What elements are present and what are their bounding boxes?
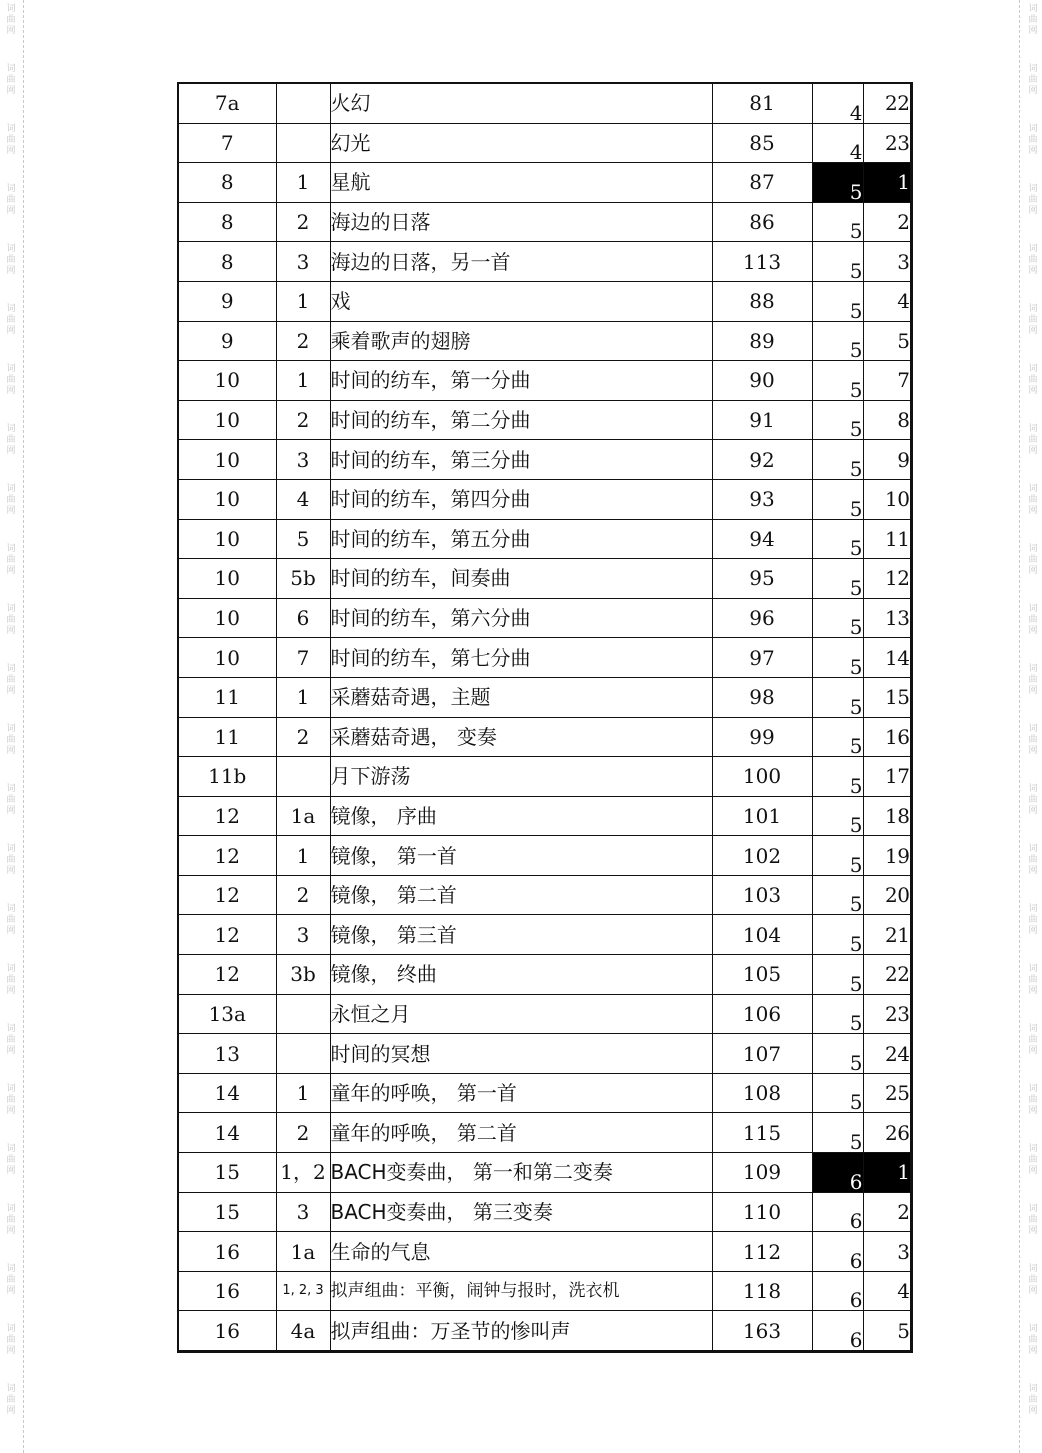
piece-number-cell: 10 [178,519,276,559]
volume-cell: 6 [812,1192,863,1232]
title-cell: 时间的冥想 [330,1034,712,1074]
volume-cell: 5 [812,242,863,282]
title-cell: 镜像， 序曲 [330,796,712,836]
watermark-text: 词 曲 网 [1028,904,1038,936]
watermark-text: 词 曲 网 [1028,604,1038,636]
volume-cell: 4 [812,83,863,123]
watermark-text: 词 曲 网 [6,1084,16,1116]
watermark-text: 词 曲 网 [6,724,16,756]
volume-cell: 5 [812,955,863,995]
sub-number-cell: 5 [276,519,330,559]
title-cell: 镜像， 第一首 [330,836,712,876]
title-cell: 镜像， 第三首 [330,915,712,955]
page-number-cell: 9 [863,440,911,480]
table-row [178,1232,911,1272]
watermark-text: 词 曲 网 [1028,4,1038,36]
sub-number-cell: 3 [276,242,330,282]
page-number-cell: 4 [863,1271,911,1311]
reference-number-cell: 104 [712,915,812,955]
title-cell: 时间的纺车，间奏曲 [330,559,712,599]
piece-number-cell: 10 [178,400,276,440]
piece-number-cell: 16 [178,1311,276,1352]
sub-number-cell: 1，2 [276,1153,330,1193]
watermark-text: 词 曲 网 [6,1024,16,1056]
piece-number-cell: 14 [178,1073,276,1113]
sub-number-cell: 2 [276,875,330,915]
reference-number-cell: 163 [712,1311,812,1352]
reference-number-cell: 93 [712,479,812,519]
title-cell: 时间的纺车，第二分曲 [330,400,712,440]
reference-number-cell: 87 [712,163,812,203]
table-row [178,202,911,242]
watermark-text: 词 曲 网 [6,184,16,216]
table-row [178,321,911,361]
page-number-cell: 11 [863,519,911,559]
sub-number-cell [276,1034,330,1074]
table-row [178,915,911,955]
catalog-table [177,82,913,1353]
piece-number-cell: 12 [178,915,276,955]
table-row [178,677,911,717]
watermark-text: 词 曲 网 [6,244,16,276]
sub-number-cell: 2 [276,202,330,242]
sub-number-cell [276,83,330,123]
page-number-cell: 5 [863,1311,911,1352]
reference-number-cell: 107 [712,1034,812,1074]
page-number-cell: 3 [863,242,911,282]
table-row [178,83,911,123]
reference-number-cell: 92 [712,440,812,480]
watermark-text: 词 曲 网 [1028,1084,1038,1116]
title-cell: 拟声组曲：平衡，闹钟与报时，洗衣机 [330,1271,712,1311]
reference-number-cell: 108 [712,1073,812,1113]
volume-cell: 5 [812,559,863,599]
table-row [178,1113,911,1153]
watermark-text: 词 曲 网 [6,1144,16,1176]
piece-number-cell: 10 [178,440,276,480]
reference-number-cell: 115 [712,1113,812,1153]
piece-number-cell: 12 [178,875,276,915]
piece-number-cell: 9 [178,321,276,361]
piece-number-cell: 10 [178,598,276,638]
watermark-text: 词 曲 网 [6,1264,16,1296]
sub-number-cell: 1 [276,281,330,321]
page-number-cell: 4 [863,281,911,321]
sub-number-cell: 3 [276,915,330,955]
volume-cell: 5 [812,163,863,203]
piece-number-cell: 12 [178,836,276,876]
page-number-cell: 25 [863,1073,911,1113]
volume-cell: 4 [812,123,863,163]
volume-cell: 6 [812,1271,863,1311]
table-row [178,875,911,915]
title-cell: BACH变奏曲， 第三变奏 [330,1192,712,1232]
watermark-text: 词 曲 网 [1028,1204,1038,1236]
title-cell: 童年的呼唤， 第二首 [330,1113,712,1153]
watermark-text: 词 曲 网 [1028,124,1038,156]
reference-number-cell: 90 [712,361,812,401]
sub-number-cell [276,123,330,163]
volume-cell: 5 [812,281,863,321]
page-number-cell: 2 [863,1192,911,1232]
watermark-text: 词 曲 网 [6,424,16,456]
sub-number-cell: 3 [276,1192,330,1232]
title-cell: 镜像， 终曲 [330,955,712,995]
page-number-cell: 17 [863,757,911,797]
piece-number-cell: 7 [178,123,276,163]
catalog-body [178,83,911,1352]
page-number-cell: 14 [863,638,911,678]
sub-number-cell: 1a [276,796,330,836]
reference-number-cell: 85 [712,123,812,163]
watermark-text: 词 曲 网 [6,304,16,336]
sub-number-cell: 3b [276,955,330,995]
sub-number-cell: 2 [276,1113,330,1153]
piece-number-cell: 7a [178,83,276,123]
watermark-text: 词 曲 网 [6,64,16,96]
title-cell: 童年的呼唤， 第一首 [330,1073,712,1113]
table-row [178,955,911,995]
reference-number-cell: 110 [712,1192,812,1232]
table-row [178,242,911,282]
sub-number-cell: 1 [276,163,330,203]
left-watermark-column [2,0,20,1453]
table-row [178,796,911,836]
watermark-text: 词 曲 网 [6,844,16,876]
piece-number-cell: 12 [178,796,276,836]
table-row [178,1311,911,1352]
piece-number-cell: 12 [178,955,276,995]
table-row [178,123,911,163]
piece-number-cell: 14 [178,1113,276,1153]
watermark-text: 词 曲 网 [6,1324,16,1356]
piece-number-cell: 8 [178,163,276,203]
page-number-cell: 10 [863,479,911,519]
reference-number-cell: 101 [712,796,812,836]
watermark-text: 词 曲 网 [6,1384,16,1416]
watermark-text: 词 曲 网 [1028,1384,1038,1416]
reference-number-cell: 98 [712,677,812,717]
reference-number-cell: 89 [712,321,812,361]
watermark-text: 词 曲 网 [6,1204,16,1236]
page-number-cell: 3 [863,1232,911,1272]
watermark-text: 词 曲 网 [1028,424,1038,456]
sub-number-cell: 3 [276,440,330,480]
watermark-text: 词 曲 网 [6,784,16,816]
title-cell: 海边的日落，另一首 [330,242,712,282]
volume-cell: 5 [812,202,863,242]
reference-number-cell: 113 [712,242,812,282]
volume-cell: 5 [812,796,863,836]
page-number-cell: 23 [863,123,911,163]
sub-number-cell: 1a [276,1232,330,1272]
table-row [178,519,911,559]
volume-cell: 6 [812,1153,863,1193]
watermark-text: 词 曲 网 [1028,304,1038,336]
sub-number-cell: 1 [276,836,330,876]
reference-number-cell: 105 [712,955,812,995]
reference-number-cell: 91 [712,400,812,440]
page-number-cell: 1 [863,1153,911,1193]
reference-number-cell: 81 [712,83,812,123]
sub-number-cell [276,994,330,1034]
watermark-text: 词 曲 网 [6,4,16,36]
page-number-cell: 18 [863,796,911,836]
watermark-text: 词 曲 网 [1028,244,1038,276]
piece-number-cell: 13 [178,1034,276,1074]
title-cell: 采蘑菇奇遇， 变奏 [330,717,712,757]
watermark-text: 词 曲 网 [1028,964,1038,996]
table-row [178,598,911,638]
page-number-cell: 8 [863,400,911,440]
volume-cell: 5 [812,400,863,440]
sub-number-cell: 7 [276,638,330,678]
volume-cell: 5 [812,440,863,480]
volume-cell: 5 [812,836,863,876]
sub-number-cell: 1 [276,361,330,401]
table-row [178,559,911,599]
piece-number-cell: 9 [178,281,276,321]
watermark-text: 词 曲 网 [6,124,16,156]
reference-number-cell: 100 [712,757,812,797]
page-number-cell: 1 [863,163,911,203]
reference-number-cell: 88 [712,281,812,321]
reference-number-cell: 109 [712,1153,812,1193]
right-margin-line [1019,0,1020,1453]
volume-cell: 5 [812,1034,863,1074]
sub-number-cell [276,757,330,797]
volume-cell: 6 [812,1311,863,1352]
title-cell: 星航 [330,163,712,203]
reference-number-cell: 106 [712,994,812,1034]
watermark-text: 词 曲 网 [1028,784,1038,816]
volume-cell: 5 [812,757,863,797]
volume-cell: 5 [812,717,863,757]
page-number-cell: 16 [863,717,911,757]
title-cell: 采蘑菇奇遇，主题 [330,677,712,717]
volume-cell: 5 [812,479,863,519]
title-cell: 时间的纺车，第七分曲 [330,638,712,678]
reference-number-cell: 97 [712,638,812,678]
sub-number-cell: 4 [276,479,330,519]
watermark-text: 词 曲 网 [1028,844,1038,876]
volume-cell: 5 [812,361,863,401]
title-cell: 火幻 [330,83,712,123]
title-cell: BACH变奏曲， 第一和第二变奏 [330,1153,712,1193]
piece-number-cell: 11 [178,677,276,717]
sub-number-cell: 2 [276,400,330,440]
page-number-cell: 24 [863,1034,911,1074]
table-row [178,757,911,797]
sub-number-cell: 1 [276,1073,330,1113]
piece-number-cell: 8 [178,242,276,282]
reference-number-cell: 103 [712,875,812,915]
title-cell: 海边的日落 [330,202,712,242]
reference-number-cell: 99 [712,717,812,757]
watermark-text: 词 曲 网 [6,484,16,516]
sub-number-cell: 6 [276,598,330,638]
piece-number-cell: 10 [178,559,276,599]
piece-number-cell: 8 [178,202,276,242]
watermark-text: 词 曲 网 [6,604,16,636]
piece-number-cell: 13a [178,994,276,1034]
page-number-cell: 22 [863,83,911,123]
title-cell: 时间的纺车，第一分曲 [330,361,712,401]
watermark-text: 词 曲 网 [1028,544,1038,576]
watermark-text: 词 曲 网 [6,544,16,576]
table-row [178,1271,911,1311]
reference-number-cell: 96 [712,598,812,638]
title-cell: 乘着歌声的翅膀 [330,321,712,361]
watermark-text: 词 曲 网 [6,964,16,996]
title-cell: 时间的纺车，第三分曲 [330,440,712,480]
sub-number-cell: 1, 2, 3 [276,1271,330,1311]
piece-number-cell: 10 [178,638,276,678]
reference-number-cell: 102 [712,836,812,876]
watermark-text: 词 曲 网 [1028,1264,1038,1296]
page-number-cell: 2 [863,202,911,242]
page-number-cell: 26 [863,1113,911,1153]
left-margin-line [23,0,24,1453]
watermark-text: 词 曲 网 [1028,364,1038,396]
table-row [178,440,911,480]
watermark-text: 词 曲 网 [1028,664,1038,696]
title-cell: 拟声组曲：万圣节的惨叫声 [330,1311,712,1352]
reference-number-cell: 94 [712,519,812,559]
watermark-text: 词 曲 网 [1028,724,1038,756]
watermark-text: 词 曲 网 [6,364,16,396]
table-row [178,836,911,876]
page-number-cell: 20 [863,875,911,915]
title-cell: 戏 [330,281,712,321]
title-cell: 生命的气息 [330,1232,712,1272]
page-number-cell: 5 [863,321,911,361]
watermark-text: 词 曲 网 [1028,1144,1038,1176]
title-cell: 月下游荡 [330,757,712,797]
piece-number-cell: 11b [178,757,276,797]
page-number-cell: 22 [863,955,911,995]
watermark-text: 词 曲 网 [1028,184,1038,216]
title-cell: 永恒之月 [330,994,712,1034]
watermark-text: 词 曲 网 [1028,484,1038,516]
volume-cell: 5 [812,915,863,955]
piece-number-cell: 16 [178,1232,276,1272]
page-number-cell: 23 [863,994,911,1034]
page-number-cell: 19 [863,836,911,876]
table-row [178,479,911,519]
title-cell: 时间的纺车，第四分曲 [330,479,712,519]
piece-number-cell: 10 [178,361,276,401]
piece-number-cell: 15 [178,1192,276,1232]
reference-number-cell: 95 [712,559,812,599]
volume-cell: 5 [812,994,863,1034]
volume-cell: 5 [812,1113,863,1153]
reference-number-cell: 118 [712,1271,812,1311]
sub-number-cell: 2 [276,321,330,361]
table-row [178,163,911,203]
piece-number-cell: 15 [178,1153,276,1193]
page-number-cell: 7 [863,361,911,401]
title-cell: 幻光 [330,123,712,163]
sub-number-cell: 4a [276,1311,330,1352]
sub-number-cell: 5b [276,559,330,599]
table-row [178,1153,911,1193]
page-number-cell: 13 [863,598,911,638]
piece-number-cell: 16 [178,1271,276,1311]
watermark-text: 词 曲 网 [1028,1024,1038,1056]
sub-number-cell: 2 [276,717,330,757]
watermark-text: 词 曲 网 [1028,1324,1038,1356]
table-row [178,1192,911,1232]
table-row [178,994,911,1034]
sub-number-cell: 1 [276,677,330,717]
page-number-cell: 21 [863,915,911,955]
piece-number-cell: 11 [178,717,276,757]
table-row [178,1073,911,1113]
reference-number-cell: 112 [712,1232,812,1272]
volume-cell: 5 [812,1073,863,1113]
watermark-text: 词 曲 网 [1028,64,1038,96]
right-watermark-column [1024,0,1042,1453]
volume-cell: 5 [812,321,863,361]
volume-cell: 5 [812,875,863,915]
volume-cell: 5 [812,598,863,638]
title-cell: 时间的纺车，第五分曲 [330,519,712,559]
table-row [178,361,911,401]
title-cell: 镜像， 第二首 [330,875,712,915]
piece-number-cell: 10 [178,479,276,519]
table-row [178,281,911,321]
volume-cell: 6 [812,1232,863,1272]
title-cell: 时间的纺车，第六分曲 [330,598,712,638]
volume-cell: 5 [812,638,863,678]
watermark-text: 词 曲 网 [6,904,16,936]
table-row [178,400,911,440]
reference-number-cell: 86 [712,202,812,242]
page-number-cell: 12 [863,559,911,599]
watermark-text: 词 曲 网 [6,664,16,696]
table-row [178,717,911,757]
table-row [178,638,911,678]
page-number-cell: 15 [863,677,911,717]
volume-cell: 5 [812,677,863,717]
volume-cell: 5 [812,519,863,559]
table-row [178,1034,911,1074]
